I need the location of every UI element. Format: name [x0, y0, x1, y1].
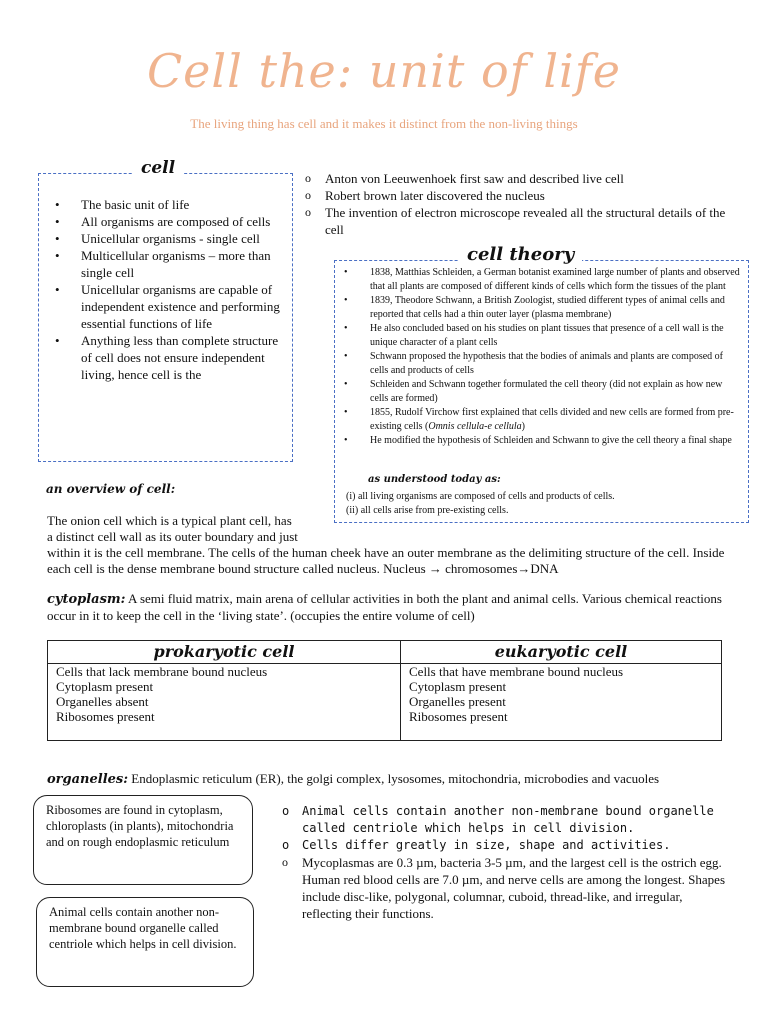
prokaryotic-column: [48, 641, 401, 740]
list-item: • 1838, Matthias Schleiden, a German botanist examined large number of plants and observed that all plants are composed of different kinds of cells which form the tissues of the plant: [370, 266, 740, 293]
list-item: • Anything less than complete structure of cell does not ensure independent living, hence cell is the: [81, 332, 286, 383]
list-item: • Schleiden and Schwann together formulated the cell theory (did not explain as how new cells are formed): [370, 378, 740, 405]
latin-phrase: Omnis cellula-e cellula: [428, 420, 522, 432]
comparison-table: [47, 640, 722, 741]
overview-paragraph: within it is the cell membrane. The cells of the human cheek have an outer membrane as the delimiting structure of the cell. Inside each cell is the dense membrane bound structure called nucleus. Nucleus → chromosomes→DNA: [47, 545, 725, 576]
list-item: • Multicellular organisms – more than single cell: [81, 247, 286, 281]
list-item: • Unicellular organisms - single cell: [81, 230, 286, 247]
cell-theory-title: cell theory: [459, 244, 582, 265]
cell-box-title: cell: [133, 158, 183, 178]
table-cell: Organelles present: [409, 694, 506, 709]
table-cell: Cytoplasm present: [56, 679, 154, 694]
table-header: prokaryotic cell: [48, 641, 400, 664]
table-cell: Cytoplasm present: [409, 679, 507, 694]
eukaryotic-column: [401, 641, 721, 740]
list-item: • Schwann proposed the hypothesis that the bodies of animals and plants are composed of cells and products of cells: [370, 350, 740, 377]
organelles-paragraph: [47, 771, 737, 788]
list-item: o Mycoplasmas are 0.3 µm, bacteria 3-5 µm, and the largest cell is the ostrich egg. Human red blood cells are 7.0 µm, and nerve cells are among the longest. Shapes include disc-like, polygonal, columnar, cuboid, thread-like, and irregular, reflecting their functions.: [302, 854, 727, 922]
organelles-label: organelles:: [47, 772, 129, 787]
table-cell: Cells that have membrane bound nucleus: [409, 664, 624, 679]
cytoplasm-text: A semi fluid matrix, main arena of cellular activities in both the plant and animal cells. Various chemical reactions occur in it to keep the cell in the ‘living state’. (occupies the entire volume of cell): [47, 591, 722, 623]
list-item: o The invention of electron microscope revealed all the structural details of the cell: [325, 204, 745, 238]
list-item: • He modified the hypothesis of Schleiden and Schwann to give the cell theory a final shape: [370, 434, 740, 448]
overview-line: a distinct cell wall as its outer boundary and just: [47, 529, 298, 544]
cell-list: [81, 196, 286, 383]
virchow-text: 1855, Rudolf Virchow first explained that cells divided and new cells are formed from pre-existing cells: [370, 407, 734, 432]
table-header: eukaryotic cell: [401, 641, 721, 664]
list-item: o Anton von Leeuwenhoek first saw and described live cell: [325, 170, 745, 187]
cell-theory-point: (ii) all cells arise from pre-existing cells.: [346, 505, 509, 516]
cytoplasm-label: cytoplasm:: [47, 592, 126, 607]
cell-theory-subheading: as understood today as:: [368, 474, 501, 485]
ribosome-box: Ribosomes are found in cytoplasm, chloroplasts (in plants), mitochondria and on rough endoplasmic reticulum: [33, 795, 253, 885]
history-list: [325, 170, 745, 238]
centriole-box: Animal cells contain another non-membrane bound organelle called centriole which helps in cell division.: [36, 897, 254, 987]
organelles-text: Endoplasmic reticulum (ER), the golgi complex, lysosomes, mitochondria, microbodies and vacuoles: [128, 771, 660, 786]
page-title: Cell the: unit of life: [146, 44, 621, 98]
list-item: • 1855, Rudolf Virchow first explained that cells divided and new cells are formed from pre-existing cells (Omnis cellula-e cellula): [370, 406, 740, 433]
cell-theory-point: (i) all living organisms are composed of cells and products of cells.: [346, 491, 615, 502]
table-cell: Organelles absent: [56, 694, 149, 709]
list-item: o Robert brown later discovered the nucleus: [325, 187, 745, 204]
list-item: • Unicellular organisms are capable of independent existence and performing essential functions of life: [81, 281, 286, 332]
table-cell: Cells that lack membrane bound nucleus: [56, 664, 268, 679]
overview-heading: an overview of cell:: [46, 482, 176, 496]
list-item: • The basic unit of life: [81, 196, 286, 213]
list-item: o Animal cells contain another non-membrane bound organelle called centriole which helps in cell division.: [302, 803, 727, 837]
right-points-list: [302, 803, 727, 922]
cytoplasm-paragraph: [47, 591, 737, 624]
list-item: • All organisms are composed of cells: [81, 213, 286, 230]
table-cell: Ribosomes present: [409, 709, 508, 724]
list-item: • He also concluded based on his studies on plant tissues that presence of a cell wall is the unique character of a plant cells: [370, 322, 740, 349]
cell-theory-list: [370, 266, 740, 449]
overview-line: The onion cell which is a typical plant cell, has: [47, 513, 292, 528]
list-item: o Cells differ greatly in size, shape and activities.: [302, 837, 727, 854]
table-cell: Ribosomes present: [56, 709, 155, 724]
page-subtitle: The living thing has cell and it makes it distinct from the non-living things: [190, 116, 578, 131]
list-item: • 1839, Theodore Schwann, a British Zoologist, studied different types of animal cells and reported that cells had a thin outer layer (plasma membrane): [370, 294, 740, 321]
